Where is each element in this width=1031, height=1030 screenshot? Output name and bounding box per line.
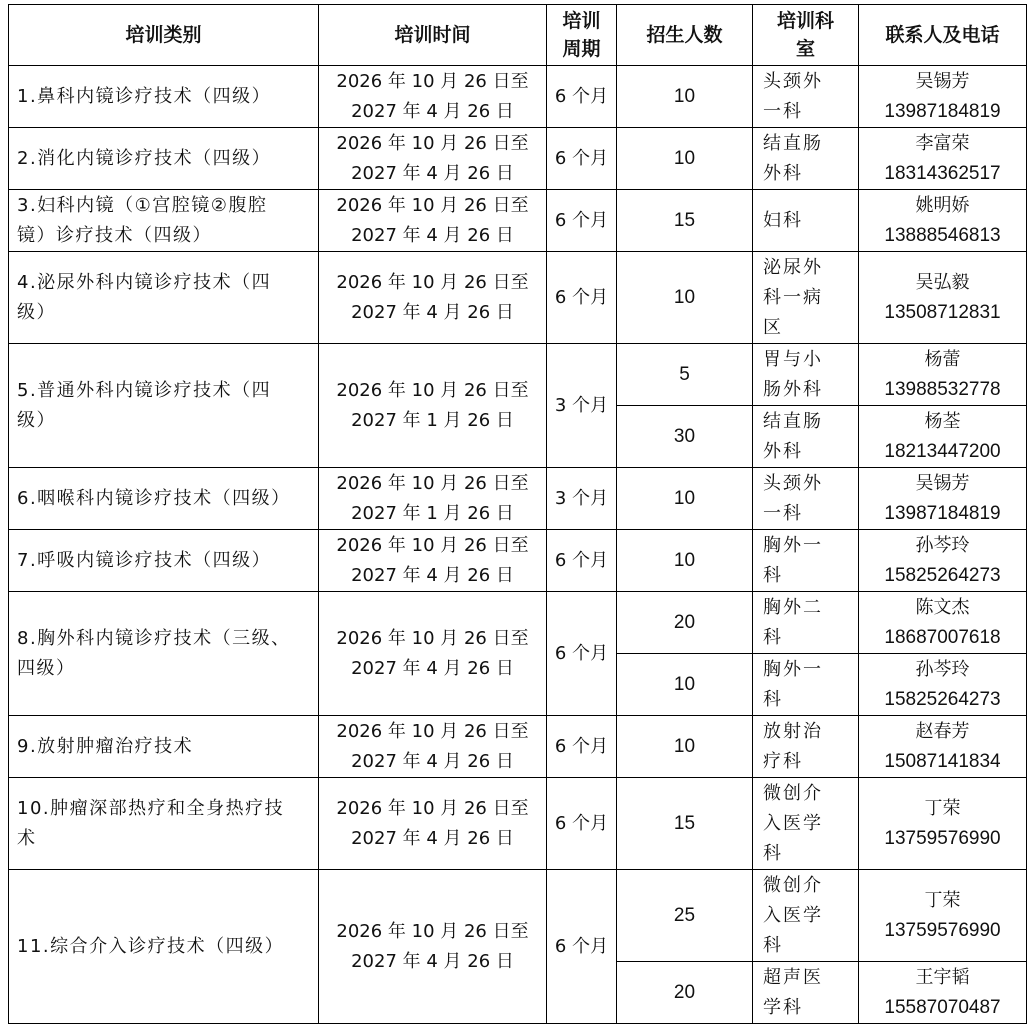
cell-contact — [859, 468, 1027, 530]
dept-line: 微创介 — [763, 782, 823, 804]
cell-contact — [859, 870, 1027, 962]
cell-time — [319, 190, 547, 252]
category-line: 6.咽喉科内镜诊疗技术（四级） — [17, 487, 291, 509]
header-dept — [753, 5, 859, 66]
cell-enroll-count: 15 — [617, 190, 753, 252]
dept-line: 超声医 — [763, 966, 823, 988]
dept-line: 一科 — [763, 100, 803, 122]
header-time: 培训时间 — [319, 5, 547, 66]
cell-category — [9, 344, 319, 468]
cell-dept — [753, 962, 859, 1024]
dept-line: 区 — [763, 316, 783, 338]
dept-line: 外科 — [763, 162, 803, 184]
table-row — [9, 530, 1027, 592]
cell-time — [319, 870, 547, 1024]
cell-time — [319, 592, 547, 716]
cell-contact — [859, 406, 1027, 468]
header-contact: 联系人及电话 — [859, 5, 1027, 66]
header-dept-line1: 培训科 — [776, 10, 834, 32]
training-table-container — [8, 4, 1026, 1024]
cell-time — [319, 530, 547, 592]
dept-line: 学科 — [763, 996, 803, 1018]
contact-name: 赵春芳 — [915, 720, 970, 742]
dept-line: 放射治 — [763, 720, 823, 742]
table-row — [9, 716, 1027, 778]
cell-period: 3 个月 — [547, 468, 617, 530]
time-line: 2027 年 4 月 26 日 — [351, 224, 514, 246]
cell-enroll-count: 10 — [617, 66, 753, 128]
contact-name: 孙芩玲 — [915, 658, 970, 680]
contact-name: 王宇韬 — [915, 966, 970, 988]
time-line: 2026 年 10 月 26 日至 — [336, 797, 529, 819]
category-line: 3.妇科内镜（①宫腔镜②腹腔 — [17, 194, 268, 216]
table-row — [9, 128, 1027, 190]
cell-time — [319, 344, 547, 468]
cell-period: 6 个月 — [547, 592, 617, 716]
cell-enroll-count: 10 — [617, 128, 753, 190]
time-line: 2027 年 4 月 26 日 — [351, 100, 514, 122]
dept-line: 科 — [763, 934, 783, 956]
cell-contact — [859, 962, 1027, 1024]
category-line: 7.呼吸内镜诊疗技术（四级） — [17, 549, 272, 571]
cell-category — [9, 592, 319, 716]
dept-line: 头颈外 — [763, 472, 823, 494]
cell-contact — [859, 66, 1027, 128]
cell-contact — [859, 716, 1027, 778]
cell-contact — [859, 128, 1027, 190]
category-line: 术 — [17, 827, 37, 849]
cell-period: 6 个月 — [547, 190, 617, 252]
cell-dept — [753, 468, 859, 530]
contact-phone: 15587070487 — [884, 996, 1001, 1018]
table-row — [9, 468, 1027, 530]
contact-phone: 13759576990 — [884, 919, 1001, 941]
time-line: 2027 年 4 月 26 日 — [351, 301, 514, 323]
contact-phone: 13759576990 — [884, 827, 1001, 849]
category-line: 4.泌尿外科内镜诊疗技术（四 — [17, 271, 272, 293]
time-line: 2027 年 4 月 26 日 — [351, 950, 514, 972]
dept-line: 科一病 — [763, 286, 823, 308]
category-line: 11.综合介入诊疗技术（四级） — [17, 935, 285, 957]
dept-line: 胃与小 — [763, 348, 823, 370]
cell-enroll-count: 10 — [617, 654, 753, 716]
cell-contact — [859, 252, 1027, 344]
cell-enroll-count: 20 — [617, 592, 753, 654]
cell-period: 6 个月 — [547, 870, 617, 1024]
header-enroll: 招生人数 — [617, 5, 753, 66]
contact-name: 吴锡芳 — [915, 472, 970, 494]
cell-enroll-count: 10 — [617, 252, 753, 344]
table-body — [9, 66, 1027, 1024]
cell-period: 6 个月 — [547, 530, 617, 592]
dept-line: 入医学 — [763, 904, 823, 926]
contact-name: 杨荃 — [924, 410, 961, 432]
contact-phone: 13888546813 — [884, 224, 1001, 246]
dept-line: 疗科 — [763, 750, 803, 772]
cell-dept — [753, 530, 859, 592]
training-table — [8, 4, 1027, 1024]
cell-dept — [753, 716, 859, 778]
time-line: 2026 年 10 月 26 日至 — [336, 271, 529, 293]
dept-line: 泌尿外 — [763, 256, 823, 278]
dept-line: 一科 — [763, 502, 803, 524]
dept-line: 科 — [763, 564, 783, 586]
contact-name: 丁荣 — [924, 889, 961, 911]
category-line: 四级） — [17, 657, 76, 679]
cell-contact — [859, 654, 1027, 716]
cell-dept — [753, 592, 859, 654]
header-period-line2: 周期 — [562, 38, 601, 60]
contact-name: 吴弘毅 — [915, 271, 970, 293]
cell-dept — [753, 870, 859, 962]
dept-line: 科 — [763, 626, 783, 648]
time-line: 2026 年 10 月 26 日至 — [336, 194, 529, 216]
cell-enroll-count: 25 — [617, 870, 753, 962]
cell-dept — [753, 190, 859, 252]
time-line: 2026 年 10 月 26 日至 — [336, 534, 529, 556]
time-line: 2026 年 10 月 26 日至 — [336, 627, 529, 649]
cell-enroll-count: 15 — [617, 778, 753, 870]
cell-enroll-count: 5 — [617, 344, 753, 406]
contact-name: 陈文杰 — [915, 596, 970, 618]
cell-contact — [859, 592, 1027, 654]
cell-dept — [753, 406, 859, 468]
dept-line: 科 — [763, 688, 783, 710]
table-row — [9, 190, 1027, 252]
cell-period: 6 个月 — [547, 66, 617, 128]
dept-line: 结直肠 — [763, 132, 823, 154]
cell-time — [319, 66, 547, 128]
cell-enroll-count: 10 — [617, 468, 753, 530]
contact-name: 姚明娇 — [915, 194, 970, 216]
cell-contact — [859, 344, 1027, 406]
cell-dept — [753, 66, 859, 128]
time-line: 2027 年 4 月 26 日 — [351, 162, 514, 184]
dept-line: 胸外一 — [763, 658, 823, 680]
time-line: 2027 年 4 月 26 日 — [351, 657, 514, 679]
contact-phone: 15825264273 — [884, 564, 1001, 586]
cell-time — [319, 128, 547, 190]
dept-line: 入医学 — [763, 812, 823, 834]
dept-line: 外科 — [763, 440, 803, 462]
contact-phone: 18213447200 — [884, 440, 1001, 462]
table-row — [9, 592, 1027, 654]
cell-time — [319, 778, 547, 870]
contact-phone: 18314362517 — [884, 162, 1001, 184]
cell-category — [9, 66, 319, 128]
cell-dept — [753, 344, 859, 406]
cell-enroll-count: 30 — [617, 406, 753, 468]
time-line: 2027 年 1 月 26 日 — [351, 409, 514, 431]
cell-period: 6 个月 — [547, 252, 617, 344]
contact-name: 吴锡芳 — [915, 70, 970, 92]
category-line: 级） — [17, 301, 56, 323]
cell-category — [9, 468, 319, 530]
table-header-row — [9, 5, 1027, 66]
time-line: 2026 年 10 月 26 日至 — [336, 379, 529, 401]
contact-phone: 13988532778 — [884, 378, 1001, 400]
cell-dept — [753, 128, 859, 190]
cell-category — [9, 252, 319, 344]
dept-line: 结直肠 — [763, 410, 823, 432]
cell-category — [9, 128, 319, 190]
cell-period: 6 个月 — [547, 716, 617, 778]
cell-dept — [753, 252, 859, 344]
cell-time — [319, 716, 547, 778]
contact-phone: 15825264273 — [884, 688, 1001, 710]
cell-time — [319, 252, 547, 344]
category-line: 5.普通外科内镜诊疗技术（四 — [17, 379, 272, 401]
category-line: 2.消化内镜诊疗技术（四级） — [17, 147, 272, 169]
cell-category — [9, 778, 319, 870]
contact-name: 杨蕾 — [924, 348, 961, 370]
cell-time — [319, 468, 547, 530]
contact-phone: 18687007618 — [884, 626, 1001, 648]
category-line: 8.胸外科内镜诊疗技术（三级、 — [17, 627, 291, 649]
cell-period: 6 个月 — [547, 778, 617, 870]
dept-line: 胸外一 — [763, 534, 823, 556]
table-row — [9, 870, 1027, 962]
dept-line: 科 — [763, 842, 783, 864]
contact-name: 李富荣 — [915, 132, 970, 154]
time-line: 2027 年 4 月 26 日 — [351, 750, 514, 772]
contact-name: 孙芩玲 — [915, 534, 970, 556]
dept-line: 妇科 — [763, 209, 803, 231]
cell-period: 6 个月 — [547, 128, 617, 190]
category-line: 9.放射肿瘤治疗技术 — [17, 735, 194, 757]
time-line: 2027 年 4 月 26 日 — [351, 827, 514, 849]
header-dept-line2: 室 — [795, 38, 815, 60]
cell-enroll-count: 10 — [617, 716, 753, 778]
contact-phone: 15087141834 — [884, 750, 1001, 772]
cell-contact — [859, 190, 1027, 252]
cell-category — [9, 870, 319, 1024]
time-line: 2026 年 10 月 26 日至 — [336, 720, 529, 742]
header-period-line1: 培训 — [562, 10, 601, 32]
cell-contact — [859, 530, 1027, 592]
time-line: 2027 年 4 月 26 日 — [351, 564, 514, 586]
contact-phone: 13987184819 — [884, 100, 1001, 122]
cell-period: 3 个月 — [547, 344, 617, 468]
header-category: 培训类别 — [9, 5, 319, 66]
cell-dept — [753, 778, 859, 870]
cell-category — [9, 716, 319, 778]
cell-dept — [753, 654, 859, 716]
cell-enroll-count: 10 — [617, 530, 753, 592]
time-line: 2026 年 10 月 26 日至 — [336, 472, 529, 494]
table-row — [9, 252, 1027, 344]
contact-phone: 13987184819 — [884, 502, 1001, 524]
table-row — [9, 778, 1027, 870]
cell-contact — [859, 778, 1027, 870]
table-row — [9, 66, 1027, 128]
time-line: 2026 年 10 月 26 日至 — [336, 70, 529, 92]
dept-line: 胸外二 — [763, 596, 823, 618]
category-line: 级） — [17, 409, 56, 431]
dept-line: 肠外科 — [763, 378, 823, 400]
category-line: 1.鼻科内镜诊疗技术（四级） — [17, 85, 272, 107]
header-period — [547, 5, 617, 66]
time-line: 2027 年 1 月 26 日 — [351, 502, 514, 524]
category-line: 10.肿瘤深部热疗和全身热疗技 — [17, 797, 285, 819]
time-line: 2026 年 10 月 26 日至 — [336, 920, 529, 942]
category-line: 镜）诊疗技术（四级） — [17, 224, 212, 246]
dept-line: 微创介 — [763, 874, 823, 896]
cell-category — [9, 530, 319, 592]
dept-line: 头颈外 — [763, 70, 823, 92]
contact-phone: 13508712831 — [884, 301, 1001, 323]
contact-name: 丁荣 — [924, 797, 961, 819]
cell-enroll-count: 20 — [617, 962, 753, 1024]
cell-category — [9, 190, 319, 252]
time-line: 2026 年 10 月 26 日至 — [336, 132, 529, 154]
table-row — [9, 344, 1027, 406]
